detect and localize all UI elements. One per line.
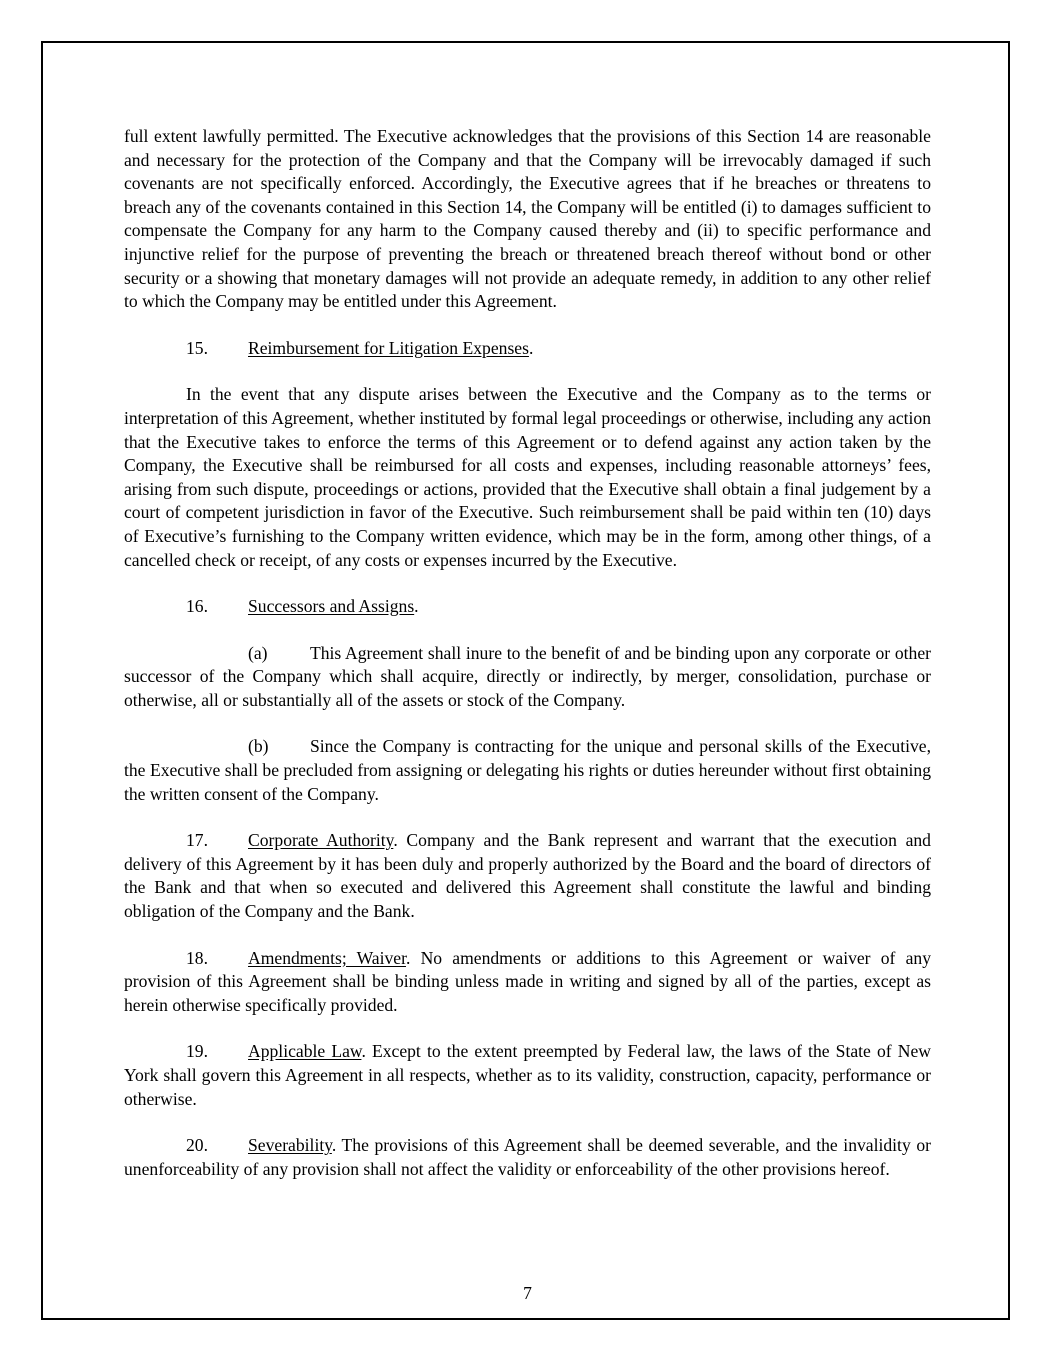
section-text: . Company and the Bank represent and warrant that the execution and delivery of this Agreement by it has been duly and properly authorized by the Board and the board of directors of the Bank and that when so executed and delivered this Agreement shall constitute the lawful and binding obligation of the Company and the Bank.	[124, 830, 931, 922]
section-text: . The provisions of this Agreement shall be deemed severable, and the invalidity or unenforceability of any provision shall not affect the validity or enforceability of the other provisions hereof.	[124, 1135, 931, 1179]
section-title: Successors and Assigns	[248, 596, 415, 617]
section-number: 16.	[186, 596, 208, 617]
section-number: 19.	[186, 1041, 208, 1062]
section-title: Applicable Law	[248, 1041, 362, 1062]
clause-text: Since the Company is contracting for the unique and personal skills of the Executive, the Executive shall be precluded from assigning or delegating his rights or duties hereunder without first obtaining the written consent of the Company.	[124, 736, 931, 804]
section-text: . No amendments or additions to this Agreement or waiver of any provision of this Agreement shall be binding unless made in writing and signed by all of the parties, except as herein otherwise specifically provided.	[124, 947, 931, 1015]
section-number: 20.	[186, 1135, 208, 1156]
section-title: Amendments; Waiver	[248, 947, 406, 968]
section-16b	[124, 735, 931, 806]
page-number: 7	[523, 1283, 532, 1303]
clause-label: (a)	[248, 642, 268, 663]
heading-punctuation: .	[414, 596, 419, 617]
section-18	[124, 947, 931, 1018]
section-16a	[124, 642, 931, 713]
section-17	[124, 829, 931, 923]
clause-text: This Agreement shall inure to the benefit of and be binding upon any corporate or other successor of the Company which shall acquire, directly or indirectly, by merger, consolidation, purchase or otherwise, all or substantially all of the assets or stock of the Company.	[124, 642, 931, 710]
section-number: 17.	[186, 830, 208, 851]
section-15-body: In the event that any dispute arises between the Executive and the Company as to the terms or interpretation of this Agreement, whether instituted by formal legal proceedings or otherwise, including any action that the Executive takes to enforce the terms of this Agreement or to defend against any action taken by the Company, the Executive shall be reimbursed for all costs and expenses, including reasonable attorneys’ fees, arising from such dispute, proceedings or actions, provided that the Executive shall obtain a final judgement by a court of competent jurisdiction in favor of the Executive. Such reimbursement shall be paid within ten (10) days of Executive’s furnishing to the Company written evidence, which may be in the form, among other things, of a cancelled check or receipt, of any costs or expenses incurred by the Executive.	[124, 384, 931, 570]
section-text: . Except to the extent preempted by Federal law, the laws of the State of New York shall govern this Agreement in all respects, whether as to its validity, construction, capacity, performance or otherwise.	[124, 1041, 931, 1109]
section-16-heading	[124, 595, 931, 619]
heading-punctuation: .	[528, 337, 534, 358]
section-title: Severability	[248, 1135, 332, 1156]
document-body	[124, 125, 931, 1181]
section-19	[124, 1040, 931, 1111]
section-20	[124, 1134, 931, 1181]
section-number: 18.	[186, 947, 208, 968]
section-14-continuation: full extent lawfully permitted. The Executive acknowledges that the provisions of this Section 14 are reasonable and necessary for the protection of the Company and that the Company will be irrevocably damaged if such covenants are not specifically enforced. Accordingly, the Executive agrees that if he breaches or threatens to breach any of the covenants contained in this Section 14, the Company will be entitled (i) to damages sufficient to compensate the Company for any harm to the Company caused thereby and (ii) to specific performance and injunctive relief for the purpose of preventing the breach or threatened breach thereof without bond or other security or a showing that monetary damages will not provide an adequate remedy, in addition to any other relief to which the Company may be entitled under this Agreement.	[124, 126, 931, 312]
clause-label: (b)	[248, 736, 269, 757]
section-title: Corporate Authority	[248, 830, 394, 851]
section-title: Reimbursement for Litigation Expenses	[248, 337, 529, 358]
section-15-heading	[124, 337, 931, 361]
section-number: 15.	[186, 337, 208, 358]
